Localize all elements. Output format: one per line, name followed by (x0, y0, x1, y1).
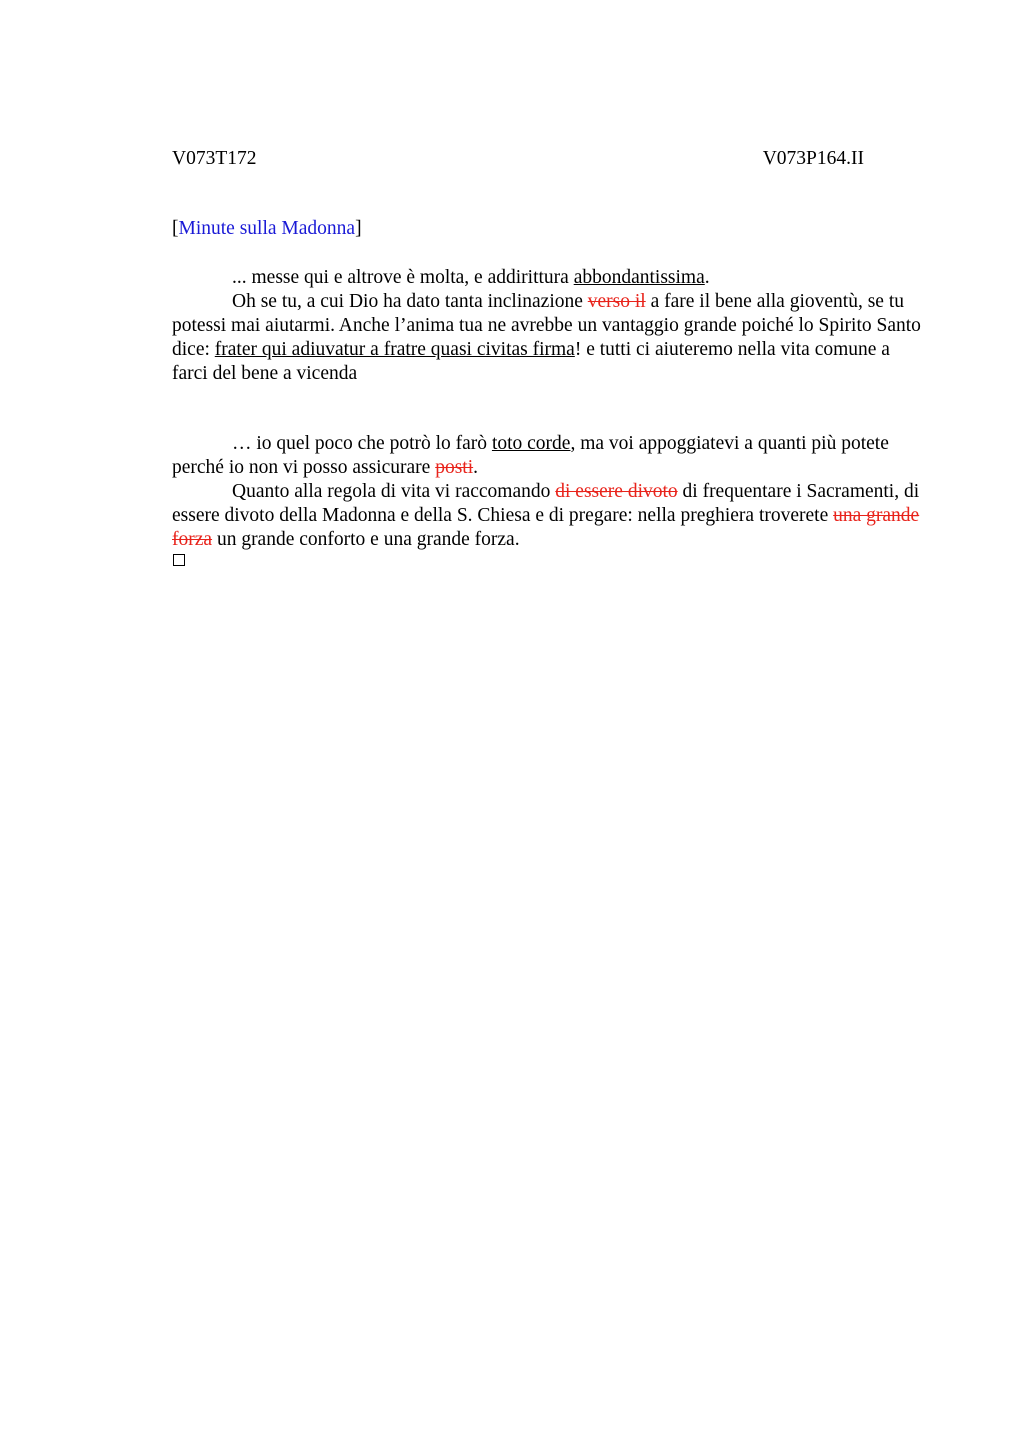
underlined-text: toto corde (491, 433, 571, 454)
text-run: ! e tutti ci aiuteremo nella vita comune a farci del bene a vicenda (172, 339, 890, 384)
underlined-text: frater qui adiuvatur a fratre quasi civitas firma (214, 339, 575, 360)
paragraph (172, 266, 928, 290)
text-run: ... messe qui e altrove è molta, e addirittura (232, 267, 574, 288)
document-code-left: V073T172 (172, 148, 257, 169)
text-run: Quanto alla regola di vita vi raccomando (232, 481, 556, 502)
underlined-text: abbondantissima (573, 267, 705, 288)
text-block-2 (172, 432, 928, 552)
text-run: . (704, 267, 710, 288)
text-block-1 (172, 266, 928, 386)
text-run: , ma voi appoggiatevi a quanti più potete perché io non vi posso assicurare (172, 433, 889, 478)
text-run: … io quel poco che potrò lo farò (232, 433, 492, 454)
text-run: un grande conforto e una grande forza. (212, 529, 520, 550)
text-run: a fare il bene alla gioventù, se tu potessi mai aiutarmi. Anche l’anima tua ne avrebbe un vantaggio grande poiché lo Spirito Santo dice: (172, 291, 921, 360)
text-run: Oh se tu, a cui Dio ha dato tanta inclinazione (232, 291, 588, 312)
text-run: di frequentare i Sacramenti, di essere divoto della Madonna e della S. Chiesa e di pregare: nella preghiera troverete (172, 481, 920, 526)
end-of-text-box-icon (173, 554, 185, 566)
deleted-text: una grande forza (172, 505, 920, 550)
title-open-bracket: [ (172, 218, 179, 239)
paragraph (172, 480, 928, 552)
document-code-right: V073P164.II (762, 148, 864, 169)
title-link[interactable]: Minute sulla Madonna (178, 218, 356, 239)
deleted-text: di essere divoto (555, 481, 678, 502)
paragraph (172, 290, 928, 386)
document-title (172, 217, 362, 241)
paragraph (172, 432, 928, 480)
deleted-text: posti (435, 457, 474, 478)
title-close-bracket: ] (355, 218, 362, 239)
text-run: . (473, 457, 478, 478)
deleted-text: verso il (587, 291, 646, 312)
